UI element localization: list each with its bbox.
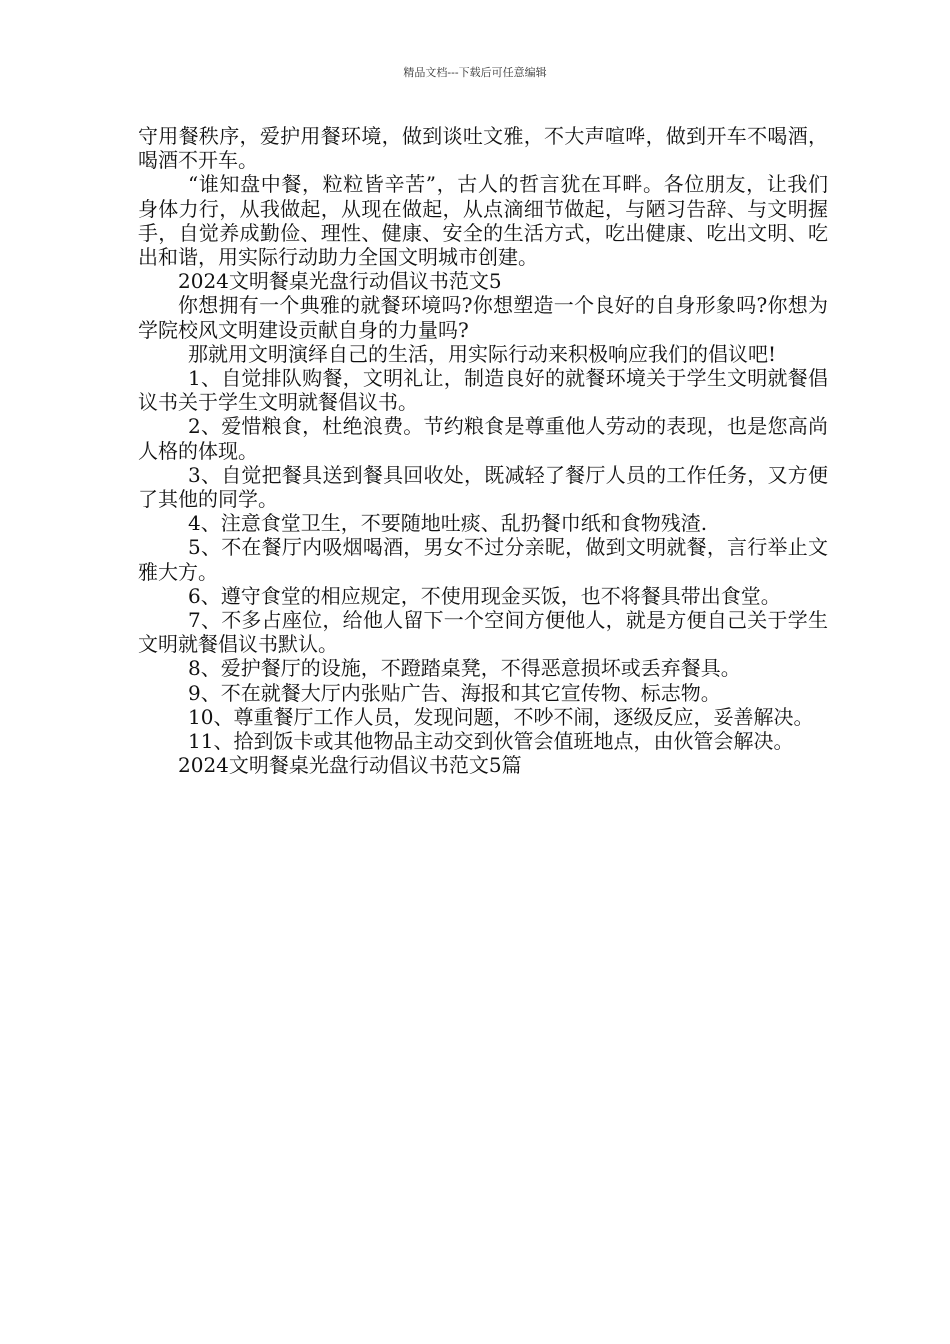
page-header: 精品文档---下载后可任意编辑 xyxy=(403,66,547,79)
paragraph-intro: 你想拥有一个典雅的就餐环境吗?你想塑造一个良好的自身形象吗?你想为学院校风文明建设贡献自身的力量吗? xyxy=(138,293,828,342)
list-item-7: 7、不多占座位，给他人留下一个空间方便他人，就是方便自己关于学生文明就餐倡议书默认。 xyxy=(138,608,828,657)
list-item-10: 10、尊重餐厅工作人员，发现问题，不吵不闹，逐级反应，妥善解决。 xyxy=(188,704,814,729)
list-item-3: 3、自觉把餐具送到餐具回收处，既减轻了餐厅人员的工作任务，又方便了其他的同学。 xyxy=(138,462,828,512)
list-item-11: 11、拾到饭卡或其他物品主动交到伙管会值班地点，由伙管会解决。 xyxy=(188,729,794,754)
list-item-8: 8、爱护餐厅的设施，不蹬踏桌凳，不得恶意损坏或丢弃餐具。 xyxy=(188,656,741,681)
section-title: 2024文明餐桌光盘行动倡议书范文5 xyxy=(178,269,502,294)
list-item-4: 4、注意食堂卫生，不要随地吐痰、乱扔餐巾纸和食物残渣. xyxy=(188,511,708,536)
paragraph-quote: “谁知盘中餐，粒粒皆辛苦”，古人的哲言犹在耳畔。各位朋友，让我们身体力行，从我做起，从现在做起，从点滴细节做起，与陋习告辞、与文明握手，自觉养成勤俭、理性、健康、安全的生活方式，吃出健康、吃出文明、吃出和谐，用实际行动助力全国文明城市创建。 xyxy=(138,172,828,270)
list-item-5: 5、不在餐厅内吸烟喝酒，男女不过分亲昵，做到文明就餐，言行举止文雅大方。 xyxy=(138,535,828,584)
list-item-6: 6、遵守食堂的相应规定，不使用现金买饭，也不将餐具带出食堂。 xyxy=(188,583,781,608)
list-item-2: 2、爱惜粮食，杜绝浪费。节约粮食是尊重他人劳动的表现，也是您高尚人格的体现。 xyxy=(138,414,828,463)
list-item-1: 1、自觉排队购餐，文明礼让，制造良好的就餐环境关于学生文明就餐倡议书关于学生文明就餐倡议书。 xyxy=(138,366,828,415)
paragraph-continuation: 守用餐秩序，爱护用餐环境，做到谈吐文雅，不大声喧哗，做到开车不喝酒，喝酒不开车。 xyxy=(138,124,828,173)
document-body xyxy=(138,124,828,777)
closing-title: 2024文明餐桌光盘行动倡议书范文5篇 xyxy=(178,753,522,778)
paragraph-call: 那就用文明演绎自己的生活，用实际行动来积极响应我们的倡议吧! xyxy=(188,341,777,366)
list-item-9: 9、不在就餐大厅内张贴广告、海报和其它宣传物、标志物。 xyxy=(188,680,721,705)
